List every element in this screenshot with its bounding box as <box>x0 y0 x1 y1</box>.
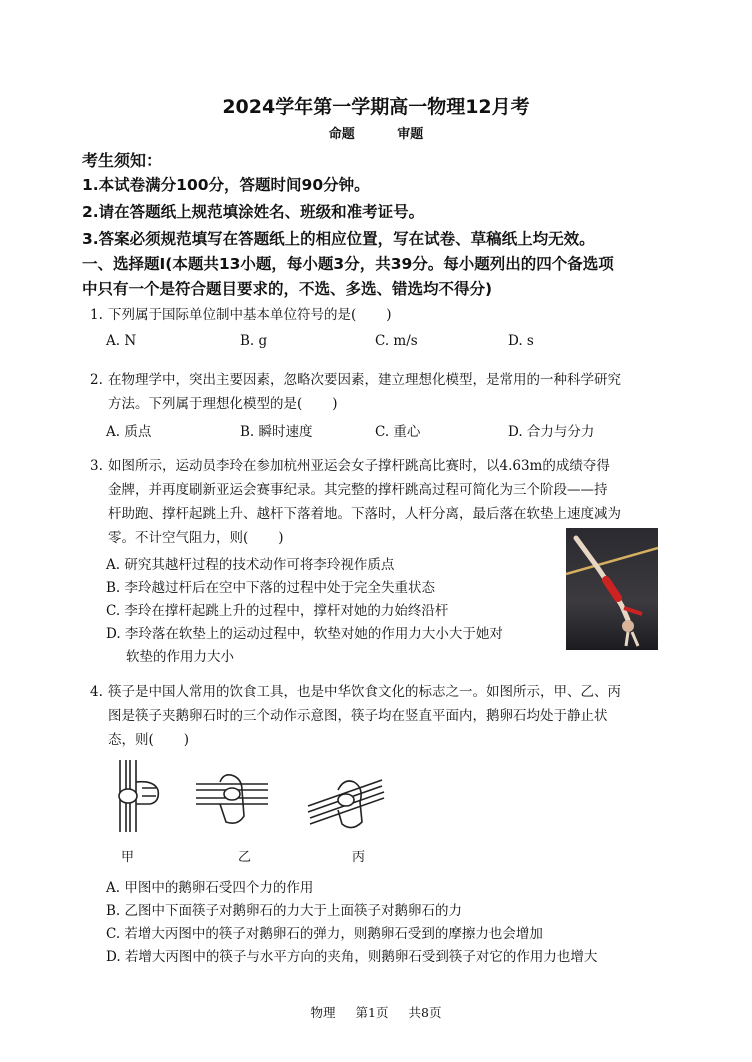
footer-page-number: 第1页 <box>355 1005 389 1020</box>
section-line: 一、选择题Ⅰ(本题共13小题，每小题3分，共39分。每小题列出的四个备选项 <box>82 255 614 273</box>
question-line: 杆助跑、撑杆起跳上升、越杆下落着地。下落时，人杆分离，最后落在软垫上速度减为 <box>108 506 621 522</box>
notice-heading: 考生须知： <box>82 151 163 170</box>
option-b: B. 乙图中下面筷子对鹅卵石的力大于上面筷子对鹅卵石的力 <box>106 903 463 919</box>
option-b: B. g <box>240 333 268 349</box>
option-d: D. 若增大丙图中的筷子与水平方向的夹角，则鹅卵石受到筷子对它的作用力也增大 <box>106 949 598 965</box>
question-line: 零。不计空气阻力，则( <box>108 530 249 546</box>
question-number: 4. <box>90 684 103 700</box>
option-d: D. 合力与分力 <box>508 424 595 440</box>
question-close: ) <box>386 307 392 323</box>
figure-label-bing: 丙 <box>352 850 366 865</box>
question-line: 图是筷子夹鹅卵石时的三个动作示意图，筷子均在竖直平面内，鹅卵石均处于静止状 <box>108 708 608 724</box>
question-line: 在物理学中，突出主要因素，忽略次要因素，建立理想化模型，是常用的一种科学研究 <box>108 372 621 388</box>
notice-item: 1.本试卷满分100分，答题时间90分钟。 <box>82 176 370 194</box>
question-number: 1. <box>90 307 103 323</box>
footer-subject: 物理 <box>310 1005 336 1020</box>
option-d: D. 李玲落在软垫上的运动过程中，软垫对她的作用力大小大于她对 <box>106 626 503 642</box>
option-c: C. 若增大丙图中的筷子对鹅卵石的弹力，则鹅卵石受到的摩擦力也会增加 <box>106 926 543 942</box>
question-number: 3. <box>90 458 103 474</box>
question-line: 态，则( <box>108 732 154 748</box>
page-title: 2024学年第一学期高一物理12月考 <box>222 96 530 118</box>
question-number: 2. <box>90 372 103 388</box>
option-a: A. 研究其越杆过程的技术动作可将李玲视作质点 <box>106 557 395 573</box>
question-close: ) <box>183 732 190 748</box>
section-line: 中只有一个是符合题目要求的，不选、多选、错选均不得分) <box>82 280 493 298</box>
question-close: ) <box>278 530 284 546</box>
figure-label-jia: 甲 <box>121 850 135 865</box>
notice-item: 2.请在答题纸上规范填涂姓名、班级和准考证号。 <box>82 203 425 221</box>
question-line: 方法。下列属于理想化模型的是( <box>108 396 303 412</box>
question-stem: 下列属于国际单位制中基本单位符号的是( <box>108 307 357 323</box>
option-b: B. 李玲越过杆后在空中下落的过程中处于完全失重状态 <box>106 580 436 596</box>
question-2 <box>90 368 680 416</box>
option-a: A. 质点 <box>106 424 152 440</box>
footer-total-pages: 共8页 <box>408 1005 442 1020</box>
option-d-continued: 软垫的作用力大小 <box>126 649 234 665</box>
figure-jia <box>119 760 158 832</box>
option-b: B. 瞬时速度 <box>240 424 313 440</box>
option-a: A. N <box>106 333 137 349</box>
section-heading <box>82 252 682 302</box>
question-close: ) <box>332 396 338 412</box>
chopsticks-figure <box>108 760 398 840</box>
question-line: 筷子是中国人常用的饮食工具，也是中华饮食文化的标志之一。如图所示，甲、乙、丙 <box>108 684 621 700</box>
figure-bing <box>308 780 384 828</box>
question-line: 如图所示，运动员李玲在参加杭州亚运会女子撑杆跳高比赛时，以4.63m的成绩夺得 <box>108 458 610 474</box>
pole-vault-photo <box>566 528 658 650</box>
option-c: C. m/s <box>375 333 418 349</box>
page-footer <box>0 1003 752 1021</box>
figure-label-yi: 乙 <box>238 850 252 865</box>
option-c: C. 重心 <box>375 424 421 440</box>
option-c: C. 李玲在撑杆起跳上升的过程中，撑杆对她的力始终沿杆 <box>106 603 449 619</box>
figure-yi <box>196 775 268 823</box>
notice-item: 3.答案必须规范填写在答题纸上的相应位置，写在试卷、草稿纸上均无效。 <box>82 230 595 248</box>
question-1 <box>90 303 680 327</box>
subtitle: 命题 审题 <box>328 127 424 142</box>
option-a: A. 甲图中的鹅卵石受四个力的作用 <box>106 880 314 896</box>
option-d: D. s <box>508 333 534 349</box>
question-4 <box>90 680 680 752</box>
question-line: 金牌，并再度刷新亚运会赛事纪录。其完整的撑杆跳高过程可简化为三个阶段——持 <box>108 482 608 498</box>
